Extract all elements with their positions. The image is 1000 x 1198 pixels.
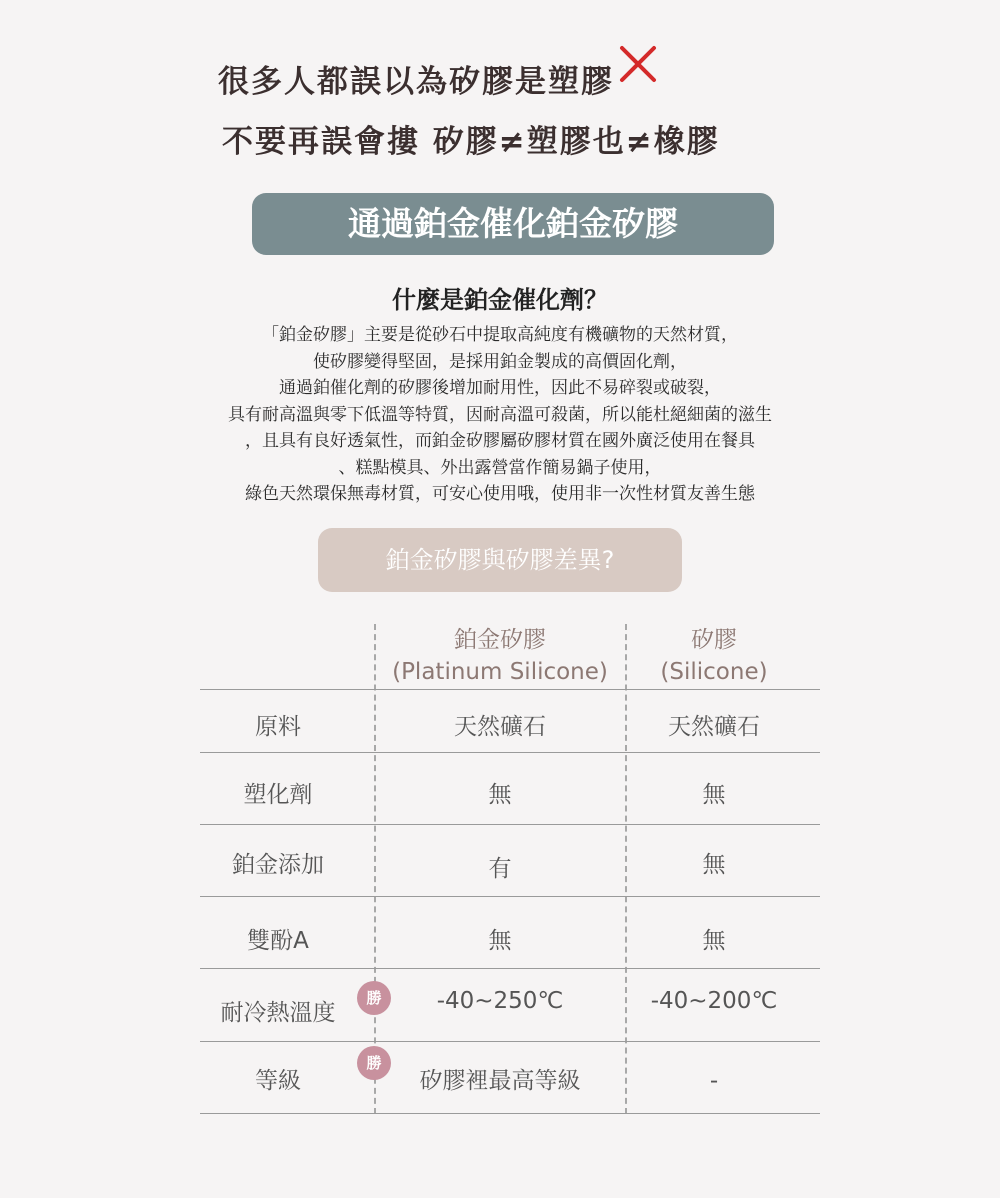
paragraph-line: 綠色天然環保無毒材質，可安心使用哦，使用非一次性材質友善生態 — [245, 484, 755, 504]
silicone-value: 無 — [702, 852, 726, 878]
platinum-value: 無 — [488, 928, 512, 954]
row-label: 原料 — [255, 714, 301, 740]
description-paragraph — [0, 322, 1000, 508]
row-label: 塑化劑 — [243, 782, 313, 808]
platinum-header-name: 鉑金矽膠 — [454, 627, 546, 653]
row-label: 雙酚A — [247, 928, 309, 954]
headline-line-1: 很多人都誤以為矽膠是塑膠 — [218, 64, 614, 100]
platinum-value: 天然礦石 — [454, 714, 546, 740]
question-heading: 什麼是鉑金催化劑？ — [392, 286, 608, 314]
row-divider — [200, 752, 820, 753]
paragraph-line: ，且具有良好透氣性，而鉑金矽膠屬矽膠材質在國外廣泛使用在餐具 — [245, 431, 755, 451]
paragraph-line: 通過鉑催化劑的矽膠後增加耐用性，因此不易碎裂或破裂， — [279, 378, 721, 398]
row-divider — [200, 968, 820, 969]
difference-title-pill: 鉑金矽膠與矽膠差異? — [318, 528, 682, 592]
platinum-value: 有 — [488, 856, 512, 882]
headline-line-2: 不要再誤會摟 矽膠≠塑膠也≠橡膠 — [222, 124, 720, 160]
silicone-header-name: 矽膠 — [691, 627, 737, 653]
silicone-value: 無 — [702, 928, 726, 954]
section-title-pill: 通過鉑金催化鉑金矽膠 — [252, 193, 774, 255]
silicone-header — [632, 624, 796, 688]
row-divider — [200, 1041, 820, 1042]
platinum-header-english: (Platinum Silicone) — [392, 659, 608, 685]
paragraph-line: 「鉑金矽膠」主要是從砂石中提取高純度有機礦物的天然材質， — [262, 325, 738, 345]
winner-badge: 勝 — [357, 1046, 391, 1080]
silicone-value: 天然礦石 — [668, 714, 760, 740]
row-divider — [200, 896, 820, 897]
silicone-value: 無 — [702, 782, 726, 808]
winner-badge: 勝 — [357, 981, 391, 1015]
paragraph-line: 、糕點模具、外出露營當作簡易鍋子使用， — [338, 457, 662, 478]
row-divider — [200, 1113, 820, 1114]
comparison-table — [200, 624, 820, 1116]
platinum-value: 無 — [488, 782, 512, 808]
row-label: 等級 — [255, 1068, 301, 1094]
row-label: 鉑金添加 — [232, 852, 324, 878]
silicone-value: - — [709, 1068, 719, 1094]
row-divider — [200, 824, 820, 825]
silicone-value: -40~200℃ — [650, 988, 778, 1014]
platinum-value: 矽膠裡最高等級 — [419, 1068, 581, 1094]
platinum-value: -40~250℃ — [436, 988, 564, 1014]
platinum-header — [382, 624, 618, 688]
row-divider — [200, 689, 820, 690]
silicone-header-english: (Silicone) — [660, 659, 768, 685]
row-label: 耐冷熱溫度 — [220, 1000, 336, 1026]
paragraph-line: 使矽膠變得堅固，是採用鉑金製成的高價固化劑， — [313, 351, 687, 372]
cross-mark-icon — [618, 44, 658, 84]
paragraph-line: 具有耐高溫與零下低溫等特質，因耐高溫可殺菌，所以能杜絕細菌的滋生 — [228, 404, 772, 425]
